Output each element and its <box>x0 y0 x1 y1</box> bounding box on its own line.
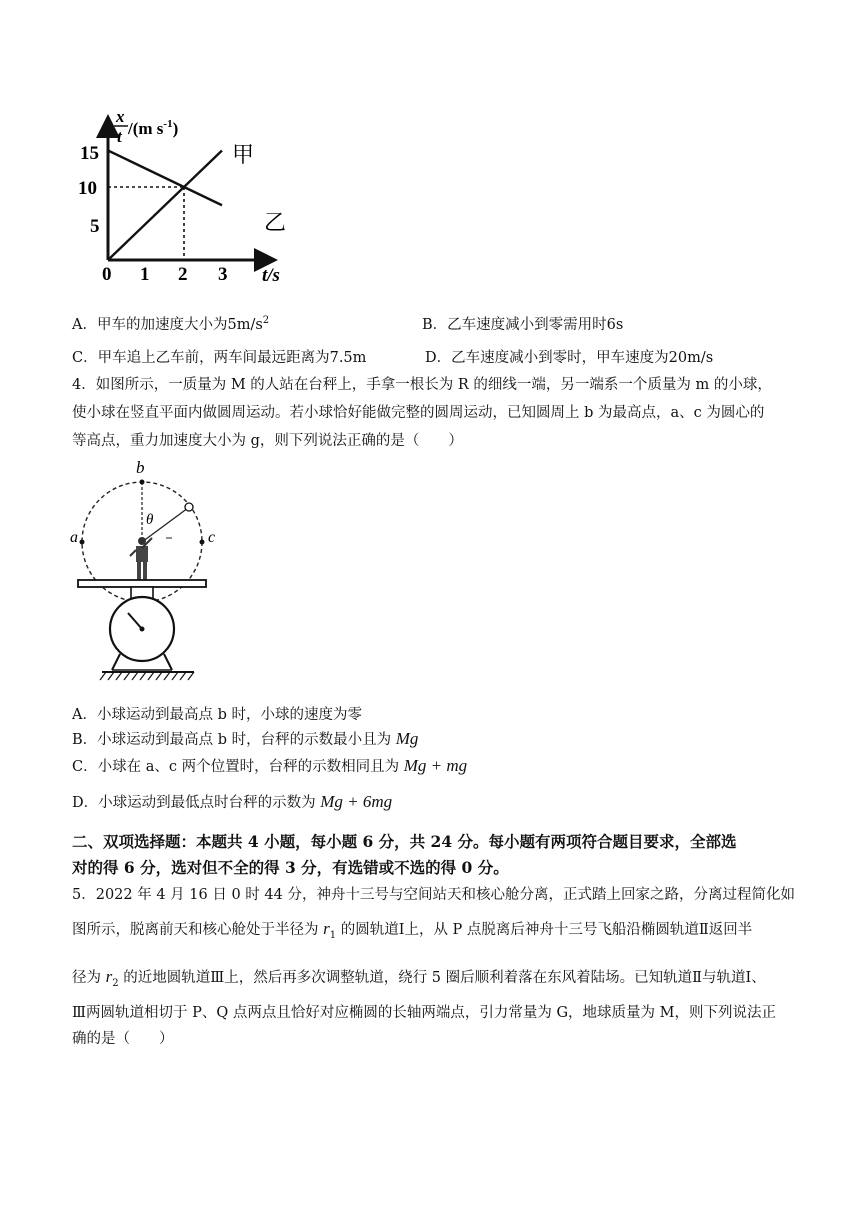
q3-option-d: D．乙车速度减小到零时，甲车速度为20m/s <box>425 350 714 366</box>
scale-figure <box>68 458 228 690</box>
label-a: a <box>70 529 78 546</box>
q3-option-a: A．甲车的加速度大小为$5m/s^2$ <box>72 315 270 333</box>
q4-option-d: D．小球运动到最低点时台秤的示数为 Mg + 6mg <box>72 792 393 811</box>
x-axis-label: t/s <box>262 265 280 286</box>
q4-stem-line: 使小球在竖直平面内做圆周运动。若小球恰好能做完整的圆周运动，已知圆周上 b 为最高点，a、c 为圆心的 <box>72 405 765 421</box>
y-unit: /(m $s^{-1}$) <box>128 118 179 138</box>
series-line-jia <box>108 151 222 261</box>
xt-graph <box>72 100 312 300</box>
y-tick-label: 10 <box>78 178 97 199</box>
section-heading: 二、双项选择题：本题共 4 小题，每小题 6 分，共 24 分。每小题有两项符合题目要求，全部选 <box>72 832 737 851</box>
y-tick-label: 15 <box>80 143 99 164</box>
series-line-yi <box>108 151 222 206</box>
y-tick-label: 5 <box>90 216 100 237</box>
point-a <box>80 540 85 545</box>
q5-stem-line: 5．2022 年 4 月 16 日 0 时 44 分，神舟十三号与空间站天和核心舱分离，正式踏上回家之路，分离过程简化如 <box>72 887 795 903</box>
q4-option-b: B．小球运动到最高点 b 时，台秤的示数最小且为 Mg <box>72 729 419 748</box>
label-b: b <box>136 458 145 477</box>
q4-option-c: C．小球在 a、c 两个位置时，台秤的示数相同且为 Mg + mg <box>72 756 468 775</box>
point-b <box>140 480 145 485</box>
x-tick-label: 2 <box>178 264 188 285</box>
q4-stem-line: 等高点，重力加速度大小为 g，则下列说法正确的是（ ） <box>72 433 463 449</box>
scale-platform <box>78 580 206 587</box>
q3-option-c: C．甲车追上乙车前，两车间最远距离为7.5m <box>72 350 367 366</box>
q4-stem-line: 4．如图所示，一质量为 M 的人站在台秤上，手拿一根长为 R 的细线一端，另一端系一个质量为 m 的小球， <box>72 377 772 393</box>
label-c: c <box>208 529 216 546</box>
x-tick-label: 3 <box>218 264 228 285</box>
q4-option-a: A．小球运动到最高点 b 时，小球的速度为零 <box>72 707 362 723</box>
q5-stem-line: 图所示，脱离前天和核心舱处于半径为 $r_1$ 的圆轨道Ⅰ上，从 P 点脱离后神舟十三号飞船沿椭圆轨道Ⅱ返回半 <box>72 919 753 941</box>
q5-stem-line: 径为 $r_2$ 的近地圆轨道Ⅲ上，然后再多次调整轨道，绕行 5 圈后顺利着落在东风着陆场。已知轨道Ⅱ与轨道Ⅰ、 <box>72 967 766 989</box>
q5-stem-line: 确的是（ ） <box>72 1031 174 1047</box>
series-label-jia: 甲 <box>232 142 255 167</box>
y-label-den: t <box>117 127 122 146</box>
x-tick-label: 1 <box>140 264 150 285</box>
q3-option-b: B．乙车速度减小到零需用时6s <box>422 317 624 333</box>
q5-stem-line: Ⅲ两圆轨道相切于 P、Q 点两点且恰好对应椭圆的长轴两端点，引力常量为 G，地球质量为 M，则下列说法正 <box>72 1005 776 1021</box>
section-heading: 对的得 6 分，选对但不全的得 3 分，有选错或不选的得 0 分。 <box>72 858 509 877</box>
x-tick-label: 0 <box>102 264 112 285</box>
y-label-num: x <box>116 107 125 126</box>
point-c <box>200 540 205 545</box>
person <box>130 537 152 580</box>
label-theta: θ <box>146 512 154 528</box>
ball <box>185 503 193 511</box>
series-label-yi: 乙 <box>264 210 287 235</box>
